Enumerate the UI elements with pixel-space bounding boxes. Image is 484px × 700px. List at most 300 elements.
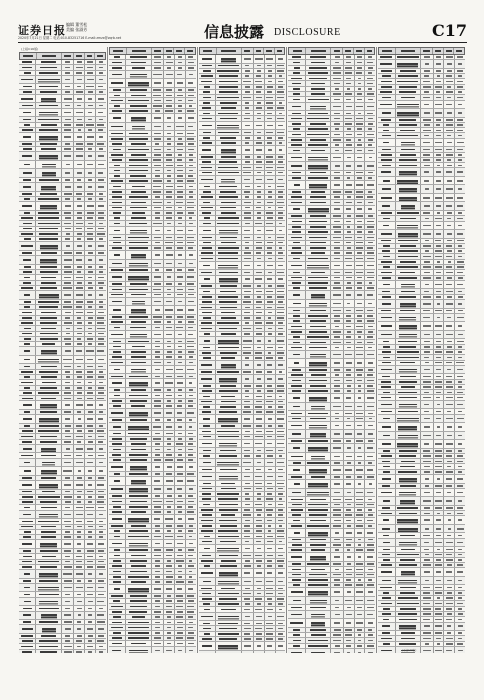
table-cell: [265, 481, 276, 485]
table-cell: [378, 222, 395, 230]
table-cell: [306, 262, 332, 270]
table-cell: [455, 345, 465, 349]
table-cell: [74, 316, 85, 320]
table-cell: [455, 222, 465, 230]
table-cell: [36, 95, 62, 103]
table-cell: [455, 133, 465, 137]
table-cell: [434, 432, 445, 440]
table-cell: [109, 585, 126, 593]
table-cell: [288, 319, 305, 323]
table-cell: [396, 133, 422, 137]
table-cell: [109, 636, 126, 640]
table-cell: [164, 206, 175, 210]
table-cell: [109, 431, 126, 435]
table-cell: [216, 171, 242, 175]
table-cell: [276, 116, 286, 120]
table-cell: [254, 642, 265, 650]
table-cell: [434, 123, 445, 127]
table-cell: [265, 130, 276, 134]
table-cell: [355, 588, 366, 596]
table-cell: [265, 90, 276, 94]
table-cell: [164, 631, 175, 635]
table-cell: [109, 174, 126, 178]
table-cell: [434, 128, 445, 132]
table-cell: [444, 489, 455, 497]
table-cell: [396, 322, 422, 330]
table-cell: [355, 270, 366, 274]
table-cell: [85, 410, 96, 414]
table-cell: [265, 69, 276, 73]
table-cell: [85, 481, 96, 489]
table-cell: [355, 127, 366, 131]
table-cell: [62, 321, 74, 325]
table-cell: [396, 440, 422, 448]
table-cell: [396, 464, 422, 468]
table-cell: [126, 109, 152, 113]
table-cell: [421, 249, 433, 253]
table-cell: [355, 513, 366, 517]
table-cell: [355, 430, 366, 438]
table-cell: [254, 305, 265, 309]
table-cell: [186, 153, 196, 157]
table-cell: [378, 454, 395, 458]
table-cell: [186, 174, 196, 178]
table-cell: [306, 291, 332, 299]
table-cell: [164, 131, 175, 135]
table-cell: [421, 409, 433, 413]
table-cell: [199, 85, 216, 89]
table-row: [378, 475, 465, 484]
table-cell: [152, 641, 164, 645]
table-cell: [96, 242, 106, 250]
table-cell: [199, 321, 216, 325]
table-cell: [276, 467, 286, 471]
table-cell: [365, 439, 375, 443]
table-cell: [19, 183, 36, 191]
table-cell: [36, 197, 62, 201]
table-cell: [62, 95, 74, 103]
table-cell: [396, 194, 422, 202]
table-cell: [421, 617, 433, 621]
table-cell: [164, 620, 175, 624]
table-cell: [265, 487, 276, 491]
table-cell: [444, 128, 455, 132]
table-cell: [216, 559, 242, 563]
table-cell: [378, 366, 395, 374]
table-cell: [444, 123, 455, 127]
table-cell: [85, 579, 96, 583]
table-cell: [152, 241, 164, 245]
table-cell: [344, 171, 355, 175]
table-cell: [36, 251, 62, 255]
table-cell: [331, 330, 343, 334]
table-cell: [378, 90, 395, 94]
table-cell: [396, 60, 422, 68]
table-cell: [96, 123, 106, 127]
table-cell: [365, 276, 375, 280]
table-cell: [19, 490, 36, 494]
table-cell: [242, 651, 254, 653]
table-cell: [186, 431, 196, 435]
table-cell: [288, 430, 305, 438]
table-cell: [444, 577, 455, 585]
table-cell: [96, 535, 106, 539]
table-cell: [36, 620, 62, 624]
table-cell: [444, 339, 455, 343]
table-cell: [126, 88, 152, 92]
table-cell: [109, 393, 126, 397]
table-cell: [242, 345, 254, 349]
table-cell: [85, 265, 96, 269]
table-cell: [74, 300, 85, 304]
table-cell: [186, 216, 196, 220]
table-cell: [378, 525, 395, 533]
table-cell: [62, 495, 74, 499]
table-cell: [109, 158, 126, 162]
table-cell: [455, 177, 465, 185]
table-cell: [96, 84, 106, 88]
table-cell: [378, 194, 395, 202]
table-cell: [378, 385, 395, 389]
table-cell: [306, 538, 332, 542]
table-cell: [109, 505, 126, 509]
table-cell: [254, 256, 265, 260]
table-cell: [36, 321, 62, 325]
table-cell: [265, 361, 276, 369]
table-cell: [62, 429, 74, 433]
table-cell: [199, 241, 216, 245]
table-cell: [164, 515, 175, 523]
table-cell: [242, 539, 254, 543]
table-cell: [19, 275, 36, 279]
table-cell: [365, 524, 375, 528]
table-cell: [152, 559, 164, 563]
table-cell: [242, 216, 254, 220]
table-cell: [126, 331, 152, 339]
table-cell: [96, 639, 106, 643]
table-cell: [109, 320, 126, 324]
table-row: [378, 647, 465, 653]
table-cell: [74, 216, 85, 220]
table-cell: [109, 153, 126, 157]
table-cell: [36, 152, 62, 160]
table-cell: [85, 128, 96, 132]
table-cell: [331, 300, 343, 308]
table-cell: [444, 601, 455, 605]
table-cell: [74, 592, 85, 596]
table-cell: [216, 316, 242, 320]
table-cell: [126, 437, 152, 441]
table-cell: [242, 155, 254, 159]
table-cell: [186, 472, 196, 476]
table-cell: [265, 415, 276, 423]
table-cell: [74, 584, 85, 592]
table-row: [378, 539, 465, 548]
table-cell: [276, 276, 286, 284]
table-cell: [96, 310, 106, 314]
table-cell: [355, 411, 366, 415]
table-row: [109, 515, 196, 524]
table-cell: [365, 190, 375, 194]
table-cell: [62, 476, 74, 480]
table-cell: [265, 337, 276, 345]
table-cell: [265, 85, 276, 89]
table-cell: [242, 518, 254, 522]
table-cell: [265, 545, 276, 553]
table-cell: [306, 270, 332, 274]
table-cell: [109, 109, 126, 113]
table-cell: [396, 395, 422, 399]
table-cell: [186, 251, 196, 259]
table-row: [19, 202, 106, 211]
table-cell: [455, 254, 465, 258]
table-cell: [164, 580, 175, 584]
table-cell: [455, 168, 465, 176]
table-cell: [175, 625, 186, 629]
table-cell: [126, 564, 152, 568]
table-cell: [306, 214, 332, 218]
table-cell: [199, 206, 216, 210]
table-cell: [331, 148, 343, 152]
table-cell: [175, 293, 186, 297]
table-cell: [36, 342, 62, 346]
table-cell: [62, 560, 74, 564]
table-cell: [444, 158, 455, 162]
table-cell: [434, 300, 445, 308]
table-cell: [265, 256, 276, 260]
table-cell: [175, 98, 186, 102]
table-cell: [355, 538, 366, 542]
table-cell: [74, 133, 85, 141]
table-cell: [152, 505, 164, 509]
table-cell: [421, 194, 433, 202]
table-cell: [276, 316, 286, 320]
table-cell: [242, 300, 254, 304]
header-cell: [85, 53, 96, 59]
table-cell: [344, 394, 355, 402]
editor-credits: [66, 22, 87, 32]
table-cell: [421, 415, 433, 423]
table-cell: [344, 628, 355, 632]
table-row: [199, 262, 286, 271]
table-cell: [96, 291, 106, 299]
table-cell: [186, 298, 196, 306]
table-cell: [242, 578, 254, 586]
table-cell: [434, 454, 445, 458]
table-cell: [276, 400, 286, 404]
table-cell: [199, 141, 216, 145]
table-cell: [74, 386, 85, 390]
table-cell: [85, 598, 96, 606]
table-cell: [74, 606, 85, 610]
column-divider: [197, 47, 198, 653]
table-cell: [421, 69, 433, 73]
table-cell: [175, 273, 186, 281]
table-cell: [378, 314, 395, 322]
table-cell: [421, 139, 433, 147]
table-cell: [85, 375, 96, 379]
table-cell: [355, 644, 366, 648]
table-cell: [216, 394, 242, 398]
table-cell: [331, 619, 343, 627]
table-cell: [74, 620, 85, 624]
table-cell: [74, 242, 85, 250]
table-cell: [254, 524, 265, 528]
table-cell: [74, 511, 85, 519]
table-cell: [96, 386, 106, 390]
table-cell: [421, 647, 433, 653]
table-cell: [455, 516, 465, 524]
table-cell: [365, 562, 375, 566]
table-cell: [74, 434, 85, 438]
table-row: [19, 291, 106, 300]
table-cell: [396, 331, 422, 339]
table-row: [19, 183, 106, 192]
table-cell: [331, 71, 343, 75]
table-cell: [96, 251, 106, 255]
table-cell: [199, 332, 216, 336]
table-cell: [265, 389, 276, 393]
table-cell: [199, 176, 216, 184]
table-cell: [421, 109, 433, 117]
table-cell: [306, 597, 332, 605]
table-cell: [175, 241, 186, 245]
table-cell: [444, 202, 455, 210]
table-cell: [306, 235, 332, 239]
table-cell: [36, 103, 62, 107]
table-cell: [175, 510, 186, 514]
table-cell: [254, 155, 265, 159]
table-cell: [444, 314, 455, 322]
table-cell: [444, 415, 455, 423]
table-cell: [164, 625, 175, 629]
table-cell: [242, 136, 254, 140]
table-cell: [288, 206, 305, 214]
table-cell: [126, 580, 152, 584]
table-cell: [164, 251, 175, 259]
table-cell: [85, 415, 96, 423]
table-cell: [331, 573, 343, 577]
table-cell: [344, 138, 355, 142]
table-cell: [96, 364, 106, 368]
table-cell: [152, 647, 164, 653]
table-cell: [288, 66, 305, 70]
table-cell: [175, 168, 186, 172]
table-cell: [444, 55, 455, 59]
table-cell: [355, 403, 366, 411]
table-cell: [254, 454, 265, 458]
table-cell: [186, 540, 196, 548]
table-cell: [254, 559, 265, 563]
table-cell: [365, 345, 375, 349]
continued-note: (下转C18版): [402, 649, 417, 652]
table-cell: [378, 607, 395, 611]
table-cell: [186, 423, 196, 431]
table-cell: [378, 636, 395, 640]
table-cell: [109, 216, 126, 220]
header-cell: [379, 48, 396, 54]
table-cell: [276, 90, 286, 94]
table-cell: [85, 401, 96, 409]
table-cell: [254, 508, 265, 512]
table-cell: [109, 524, 126, 528]
table-cell: [365, 154, 375, 162]
table-cell: [74, 410, 85, 414]
table-cell: [254, 141, 265, 145]
table-cell: [216, 190, 242, 194]
table-cell: [344, 497, 355, 501]
table-cell: [421, 642, 433, 646]
table-cell: [344, 649, 355, 653]
table-cell: [216, 195, 242, 199]
table-cell: [152, 195, 164, 199]
table-cell: [365, 605, 375, 609]
table-cell: [434, 202, 445, 210]
table-cell: [126, 60, 152, 64]
table-cell: [378, 511, 395, 515]
table-cell: [355, 219, 366, 223]
table-cell: [421, 300, 433, 308]
table-cell: [276, 524, 286, 528]
table-cell: [164, 393, 175, 397]
table-cell: [365, 206, 375, 214]
table-cell: [254, 101, 265, 105]
table-cell: [96, 391, 106, 395]
table-cell: [199, 518, 216, 522]
table-cell: [152, 442, 164, 446]
table-cell: [216, 160, 242, 164]
table-cell: [19, 192, 36, 196]
table-cell: [62, 467, 74, 475]
table-row: [378, 60, 465, 69]
table-cell: [109, 548, 126, 552]
table-cell: [164, 163, 175, 167]
table-row: [288, 444, 375, 453]
table-cell: [331, 567, 343, 571]
table-cell: [96, 598, 106, 606]
table-cell: [344, 518, 355, 522]
table-cell: [331, 475, 343, 479]
table-cell: [175, 200, 186, 204]
table-cell: [444, 631, 455, 635]
table-row: [288, 597, 375, 606]
table-cell: [96, 265, 106, 269]
table-cell: [186, 88, 196, 92]
table-cell: [242, 597, 254, 601]
table-cell: [331, 461, 343, 465]
table-cell: [306, 430, 332, 438]
table-cell: [164, 350, 175, 354]
table-cell: [19, 76, 36, 84]
table-cell: [242, 79, 254, 83]
table-cell: [36, 644, 62, 648]
table-cell: [216, 69, 242, 73]
table-cell: [242, 607, 254, 611]
table-row: [199, 415, 286, 424]
table-cell: [444, 101, 455, 109]
table-cell: [96, 60, 106, 64]
table-cell: [421, 401, 433, 409]
table-cell: [444, 109, 455, 117]
table-cell: [216, 642, 242, 650]
table-cell: [396, 558, 422, 562]
table-cell: [434, 440, 445, 448]
table-cell: [19, 467, 36, 475]
table-cell: [344, 154, 355, 162]
table-cell: [254, 487, 265, 491]
table-cell: [254, 626, 265, 630]
table-cell: [74, 281, 85, 285]
